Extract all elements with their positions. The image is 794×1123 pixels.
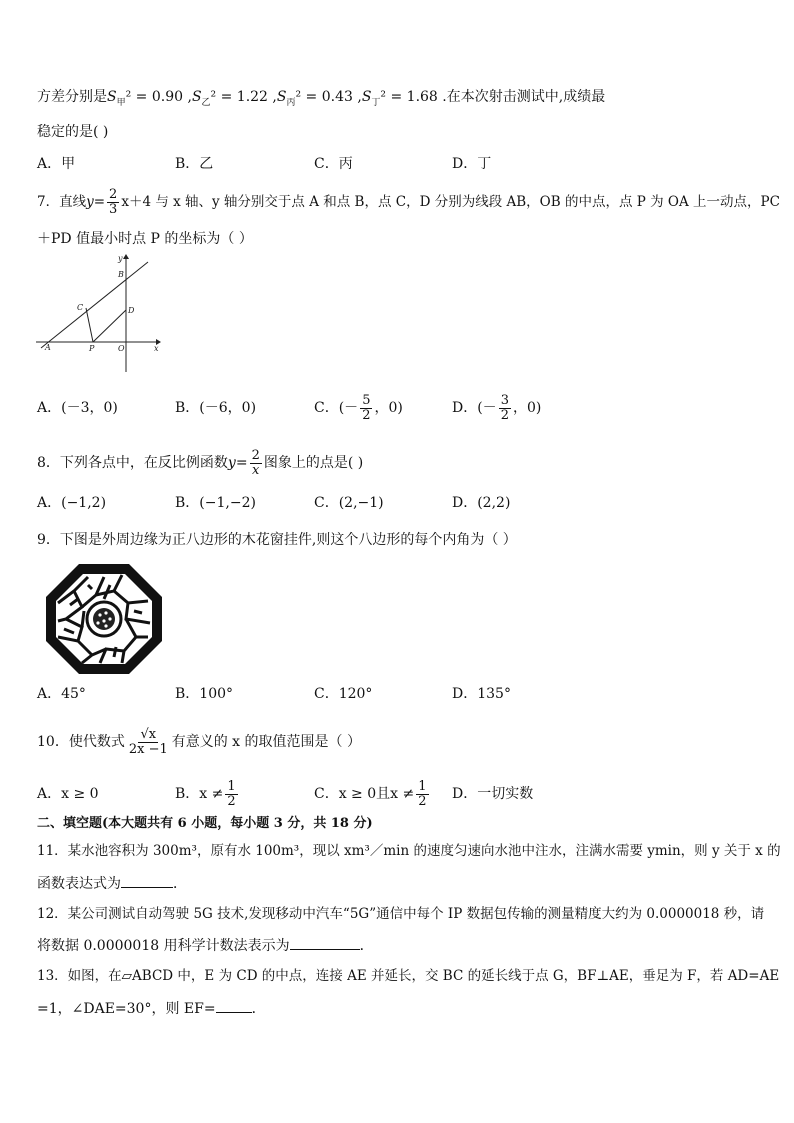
q7-c-pre: C．(－	[314, 400, 359, 416]
q7-line2: ＋PD 值最小时点 P 的坐标为（ ）	[37, 231, 253, 247]
q6-s: S	[107, 89, 117, 105]
q6-option-a: A．甲	[37, 156, 76, 172]
q7-c-post: ，0)	[374, 400, 403, 416]
q10-pre: 10．使代数式	[37, 734, 125, 750]
q6-sub-ding: 丁	[371, 97, 381, 108]
q6-text-b: .在本次射击测试中,成绩最	[437, 89, 606, 105]
q12-line1: 12．某公司测试自动驾驶 5G 技术,发现移动中汽车“5G”通信中每个 IP 数据包传输的测量精度大约为 0.0000018 秒，请	[37, 906, 765, 922]
q10-c-pre: C．x ≥ 0且x ≠	[314, 786, 415, 802]
q7-option-d	[452, 390, 541, 426]
q10-b-pre: B．x ≠	[175, 786, 224, 802]
q11-answer-blank[interactable]	[121, 873, 173, 888]
q8-option-b: B．(−1,−2)	[175, 495, 256, 511]
q7-frac-n: 2	[109, 187, 118, 202]
q6-line2: 稳定的是( )	[37, 124, 109, 140]
q7-c-n: 5	[362, 392, 371, 408]
q6-text-a: 方差分别是	[37, 89, 107, 105]
q10-b-frac	[225, 780, 237, 809]
q7-option-a: A．(－3，0)	[37, 400, 118, 416]
q7-rest: x＋4 与 x 轴、y 轴分别交于点 A 和点 B，点 C，D 分别为线段 AB，OB 的中点，点 P 为 OA 上一动点，PC	[121, 194, 780, 210]
q8-y: y	[227, 455, 236, 471]
q10-frac	[127, 728, 170, 757]
q12-end: ．	[359, 938, 374, 954]
octagon-window-image	[44, 561, 164, 677]
q6-line1	[37, 87, 605, 113]
q10-c-d: 2	[418, 793, 427, 809]
q7-d-post: ，0)	[512, 400, 542, 416]
q10-option-a: A．x ≥ 0	[37, 786, 99, 802]
fig-label-p: P	[89, 344, 95, 353]
q13-answer-blank[interactable]	[216, 998, 252, 1013]
q8-option-c: C．(2,−1)	[314, 495, 384, 511]
q7-line1	[37, 188, 780, 217]
q6-sub-yi: 乙	[201, 97, 211, 108]
q12-answer-blank[interactable]	[290, 935, 360, 950]
segment-pd	[93, 310, 126, 342]
q12-line2	[37, 935, 374, 956]
q6-option-d: D．丁	[452, 156, 492, 172]
q8-post: 图象上的点是( )	[263, 455, 364, 471]
q9-option-c: C．120°	[314, 686, 373, 702]
line-ab	[41, 262, 148, 348]
q11-line2	[37, 873, 187, 894]
q8-n: 2	[251, 447, 260, 463]
q6-sub-jia: 甲	[116, 97, 126, 108]
q10-b-d: 2	[227, 793, 236, 809]
q6-s2: S	[191, 89, 202, 105]
q6-val-yi: ² = 1.22 ,	[210, 89, 277, 105]
q7-d-pre: D．(－	[452, 400, 497, 416]
q6-sub-bing: 丙	[286, 97, 296, 108]
q10-line	[37, 722, 361, 762]
center-medallion	[93, 608, 115, 630]
q12-text: 将数据 0.0000018 用科学计数法表示为	[37, 938, 290, 954]
q10-c-frac	[416, 780, 428, 809]
q6-option-c: C．丙	[314, 156, 353, 172]
q7-option-c	[314, 390, 403, 426]
q10-option-d: D．一切实数	[452, 786, 534, 802]
q10-d: 2x −1	[128, 741, 168, 757]
q13-end: ．	[251, 1001, 266, 1017]
q7-y: y	[86, 194, 94, 210]
q7-frac-d: 3	[109, 202, 118, 217]
q6-s4: S	[361, 89, 372, 105]
section-2-heading: 二、填空题(本大题共有 6 小题，每小题 3 分，共 18 分)	[37, 816, 373, 831]
q6-val-bing: ² = 0.43 ,	[295, 89, 362, 105]
q11-text: 函数表达式为	[37, 876, 121, 892]
q8-eq: =	[235, 455, 248, 471]
q8-pre: 8．下列各点中，在反比例函数	[37, 455, 228, 471]
q6-val-ding: ² = 1.68	[380, 89, 438, 105]
q11-end: ．	[173, 876, 187, 892]
segment-pc	[86, 308, 93, 342]
q10-c-n: 1	[418, 778, 427, 794]
q8-line	[37, 445, 363, 481]
q6-option-b: B．乙	[175, 156, 214, 172]
q10-post: 有意义的 x 的取值范围是（ ）	[171, 734, 361, 750]
q13-text: =1，∠DAE=30°，则 EF=	[37, 1001, 216, 1017]
q8-frac	[250, 449, 262, 478]
q6-val-jia: ² = 0.90 ,	[125, 89, 192, 105]
q13-line1: 13．如图，在▱ABCD 中，E 为 CD 的中点，连接 AE 并延长，交 BC 的延长线于点 G，BF⊥AE，垂足为 F，若 AD=AE	[37, 968, 780, 984]
q13-line2	[37, 998, 266, 1019]
q10-option-b	[175, 775, 240, 813]
q7-option-b: B．(－6，0)	[175, 400, 257, 416]
q8-d: x	[252, 462, 260, 478]
fig-label-c: C	[77, 303, 84, 312]
q7-d-d: 2	[500, 407, 509, 423]
q8-option-d: D．(2,2)	[452, 495, 511, 511]
q7-d-n: 3	[500, 392, 509, 408]
q7-fraction	[107, 188, 119, 217]
q9-option-b: B．100°	[175, 686, 234, 702]
q6-s3: S	[276, 89, 287, 105]
q7-d-frac	[499, 394, 511, 423]
fig-label-a: A	[45, 343, 51, 352]
fig-label-b: B	[118, 270, 124, 279]
q10-b-n: 1	[227, 778, 236, 794]
q9-option-d: D．135°	[452, 686, 511, 702]
q10-option-c	[314, 775, 431, 813]
q7-num: 7．直线	[37, 194, 87, 210]
q9-option-a: A．45°	[37, 686, 86, 702]
q9-line: 9．下图是外周边缘为正八边形的木花窗挂件,则这个八边形的每个内角为（ ）	[37, 532, 517, 548]
q7-eq: =	[93, 194, 106, 210]
q7-c-d: 2	[362, 407, 371, 423]
fig-label-o: O	[118, 344, 125, 353]
fig-label-y: y	[118, 254, 123, 263]
q7-c-frac	[360, 394, 372, 423]
fig-label-x: x	[154, 344, 159, 353]
fig-label-d: D	[128, 306, 135, 315]
q10-n: √x	[140, 726, 157, 742]
y-axis-arrow	[123, 254, 129, 259]
q11-line1: 11．某水池容积为 300m³，原有水 100m³，现以 xm³／min 的速度匀速向水池中注水，注满水需要 ymin，则 y 关于 x 的	[37, 843, 781, 859]
q8-option-a: A．(−1,2)	[37, 495, 107, 511]
q7-figure	[33, 252, 163, 374]
